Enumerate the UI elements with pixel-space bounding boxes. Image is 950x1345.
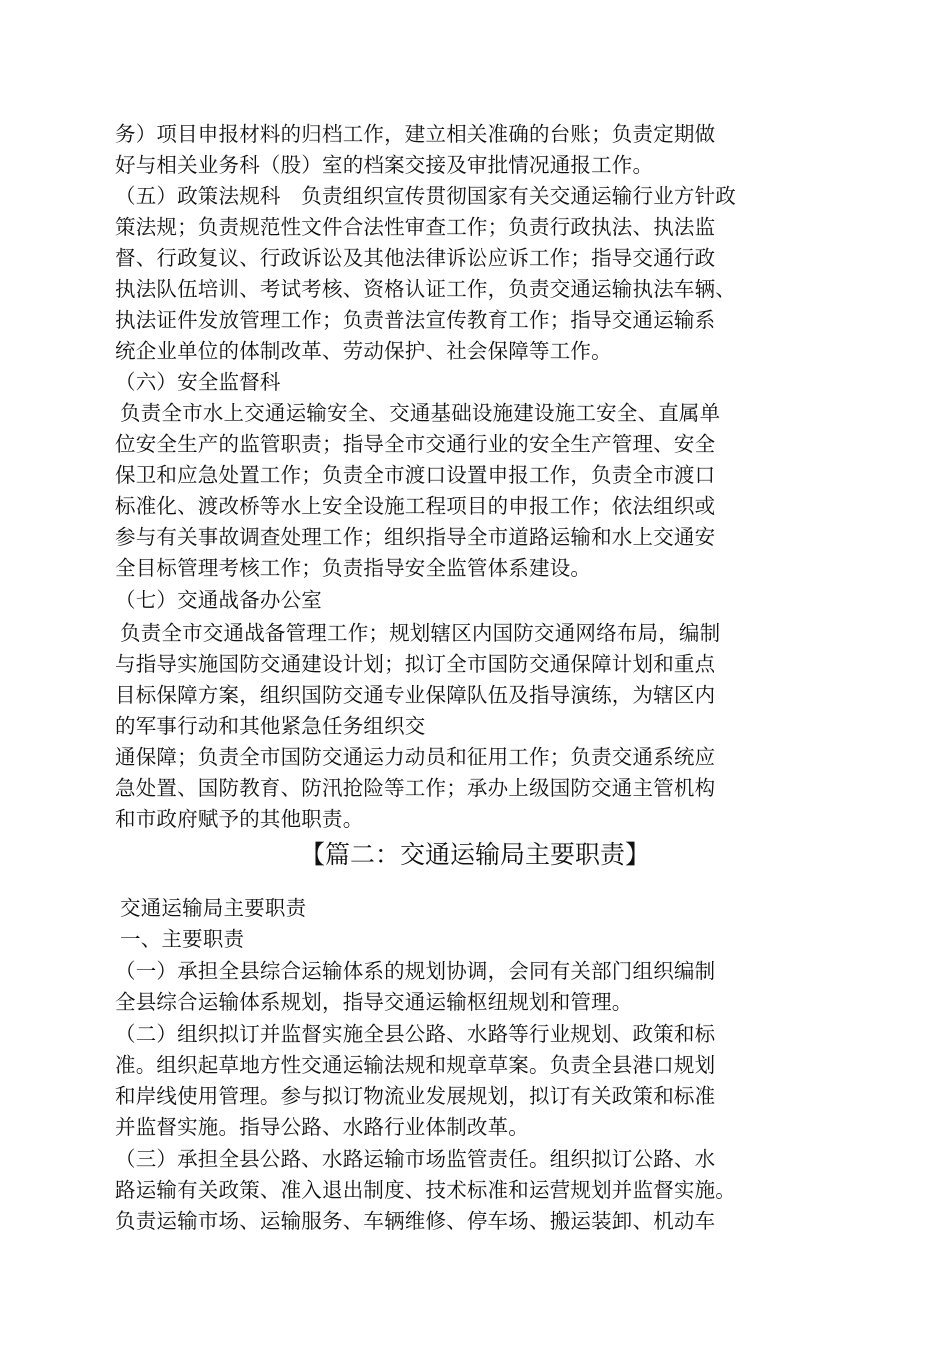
paragraph-line: 并监督实施。指导公路、水路行业体制改革。 xyxy=(115,1115,529,1139)
paragraph-line: 的军事行动和其他紧急任务组织交 xyxy=(115,714,426,738)
paragraph-line: 与指导实施国防交通建设计划；拟订全市国防交通保障计划和重点 xyxy=(115,652,716,676)
paragraph-line: 急处置、国防教育、防汛抢险等工作；承办上级国防交通主管机构 xyxy=(115,776,716,800)
paragraph-line: 和岸线使用管理。参与拟订物流业发展规划，拟订有关政策和标准 xyxy=(115,1084,716,1108)
section-seven-title: （七）交通战备办公室 xyxy=(115,588,322,612)
paragraph-line: 负责运输市场、运输服务、车辆维修、停车场、搬运装卸、机动车 xyxy=(115,1209,716,1233)
paragraph-line: 执法队伍培训、考试考核、资格认证工作，负责交通运输执法车辆、 xyxy=(115,277,736,301)
paragraph-line: 通保障；负责全市国防交通运力动员和征用工作；负责交通系统应 xyxy=(115,745,716,769)
section-five-line: （五）政策法规科 负责组织宣传贯彻国家有关交通运输行业方针政 xyxy=(115,184,736,208)
paragraph-line: 标准化、渡改桥等水上安全设施工程项目的申报工作；依法组织或 xyxy=(115,494,716,518)
paragraph-line: （二）组织拟订并监督实施全县公路、水路等行业规划、政策和标 xyxy=(115,1022,716,1046)
paragraph-line: 准。组织起草地方性交通运输法规和规章草案。负责全县港口规划 xyxy=(115,1053,716,1077)
paragraph-line: 统企业单位的体制改革、劳动保护、社会保障等工作。 xyxy=(115,339,612,363)
paragraph-line: 负责全市交通战备管理工作；规划辖区内国防交通网络布局，编制 xyxy=(120,621,721,645)
paragraph-line: 目标保障方案，组织国防交通专业保障队伍及指导演练，为辖区内 xyxy=(115,683,716,707)
paragraph-line: 位安全生产的监管职责；指导全市交通行业的安全生产管理、安全 xyxy=(115,432,716,456)
paragraph-line: 务）项目申报材料的归档工作，建立相关准确的台账；负责定期做 xyxy=(115,122,716,146)
paragraph-line: 好与相关业务科（股）室的档案交接及审批情况通报工作。 xyxy=(115,153,654,177)
paragraph-line: 参与有关事故调查处理工作；组织指导全市道路运输和水上交通安 xyxy=(115,525,716,549)
paragraph-line: 执法证件发放管理工作；负责普法宣传教育工作；指导交通运输系 xyxy=(115,308,716,332)
paragraph-line: 路运输有关政策、准入退出制度、技术标准和运营规划并监督实施。 xyxy=(115,1178,736,1202)
paragraph-line: （三）承担全县公路、水路运输市场监管责任。组织拟订公路、水 xyxy=(115,1147,716,1171)
paragraph-line: 和市政府赋予的其他职责。 xyxy=(115,807,364,831)
subheading-line: 一、主要职责 xyxy=(120,927,245,951)
section-six-title: （六）安全监督科 xyxy=(115,370,281,394)
paragraph-line: 保卫和应急处置工作；负责全市渡口设置申报工作，负责全市渡口 xyxy=(115,463,716,487)
subheading-line: 交通运输局主要职责 xyxy=(120,896,307,920)
paragraph-line: （一）承担全县综合运输体系的规划协调，会同有关部门组织编制 xyxy=(115,959,716,983)
paragraph-line: 督、行政复议、行政诉讼及其他法律诉讼应诉工作；指导交通行政 xyxy=(115,246,716,270)
paragraph-line: 负责全市水上交通运输安全、交通基础设施建设施工安全、直属单 xyxy=(120,401,721,425)
section-heading: 【篇二：交通运输局主要职责】 xyxy=(299,840,650,869)
paragraph-line: 全县综合运输体系规划，指导交通运输枢纽规划和管理。 xyxy=(115,990,633,1014)
paragraph-line: 全目标管理考核工作；负责指导安全监管体系建设。 xyxy=(115,556,592,580)
paragraph-line: 策法规；负责规范性文件合法性审查工作；负责行政执法、执法监 xyxy=(115,215,716,239)
